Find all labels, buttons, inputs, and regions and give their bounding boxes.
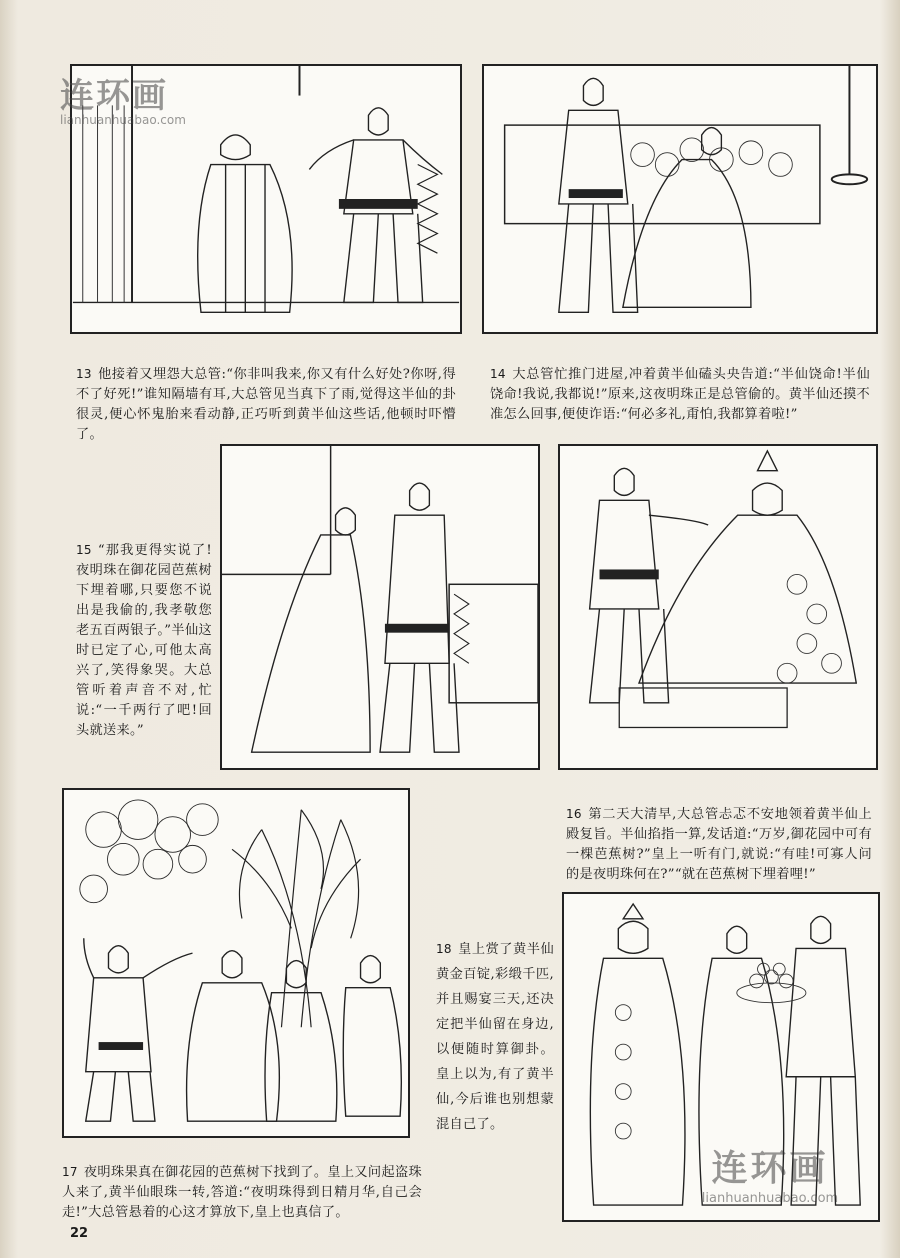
panel-17-illustration bbox=[62, 788, 410, 1138]
caption-13 bbox=[76, 344, 456, 445]
caption-17-number: 17 bbox=[62, 1165, 78, 1179]
caption-14-text: 大总管忙推门进屋,冲着黄半仙磕头央告道:“半仙饶命!半仙饶命!我说,我都说!”原来,这夜明珠正是总管偷的。黄半仙还摸不准怎么回事,便使诈语:“何必多礼,甭怕,我都算着啦!” bbox=[490, 367, 870, 422]
watermark-top-logo: 连环画 bbox=[60, 76, 168, 116]
panel-17-drawing bbox=[64, 790, 408, 1136]
caption-15-text: “那我更得实说了!夜明珠在御花园芭蕉树下埋着哪,只要您不说出是我偷的,我孝敬您老五百两银子。”半仙这时已定了心,可他太高兴了,笑得象哭。大总管听着声音不对,忙说:“一千两行了吧!回头就送来。” bbox=[76, 543, 212, 738]
page-number: 22 bbox=[70, 1226, 89, 1241]
panel-16-illustration bbox=[558, 444, 878, 770]
watermark-bottom bbox=[670, 1140, 870, 1210]
caption-16 bbox=[566, 784, 872, 885]
caption-13-number: 13 bbox=[76, 367, 92, 381]
caption-13-text: 他接着又埋怨大总管:“你非叫我来,你又有什么好处?你呀,得不了好死!”谁知隔墙有耳,大总管见当真下了雨,觉得这半仙的卦很灵,便心怀鬼胎来看动静,正巧听到黄半仙这些话,他顿时吓懵了。 bbox=[76, 367, 456, 442]
panel-16-drawing bbox=[560, 446, 876, 768]
caption-18-text: 皇上赏了黄半仙黄金百锭,彩缎千匹,并且赐宴三天,还决定把半仙留在身边,以便随时算御卦。皇上以为,有了黄半仙,今后谁也别想蒙混自己了。 bbox=[436, 942, 554, 1132]
caption-14 bbox=[490, 344, 870, 425]
caption-15 bbox=[76, 520, 212, 741]
caption-18-number: 18 bbox=[436, 942, 452, 956]
watermark-bottom-url: lianhuanhuabao.com bbox=[701, 1191, 839, 1206]
panel-14-drawing bbox=[484, 66, 876, 332]
panel-15-illustration bbox=[220, 444, 540, 770]
watermark-bottom-logo: 连环画 bbox=[711, 1148, 829, 1189]
panel-15-drawing bbox=[222, 446, 538, 768]
caption-15-number: 15 bbox=[76, 543, 92, 557]
caption-17-text: 夜明珠果真在御花园的芭蕉树下找到了。皇上又问起盗珠人来了,黄半仙眼珠一转,答道:“夜明珠得到日精月华,自己会走!”大总管悬着的心这才算放下,皇上也真信了。 bbox=[62, 1165, 422, 1220]
caption-18 bbox=[436, 912, 554, 1137]
watermark-top bbox=[60, 68, 210, 126]
caption-14-number: 14 bbox=[490, 367, 506, 381]
caption-16-text: 第二天大清早,大总管忐忑不安地领着黄半仙上殿复旨。半仙掐指一算,发话道:“万岁,御花园中可有一棵芭蕉树?”皇上一听有门,就说:“有哇!可寡人问的是夜明珠何在?”“就在芭蕉树下埋着哩!” bbox=[566, 807, 872, 882]
caption-17 bbox=[62, 1142, 422, 1223]
caption-16-number: 16 bbox=[566, 807, 582, 821]
panel-14-illustration bbox=[482, 64, 878, 334]
watermark-top-url: lianhuanhuabao.com bbox=[60, 113, 186, 127]
